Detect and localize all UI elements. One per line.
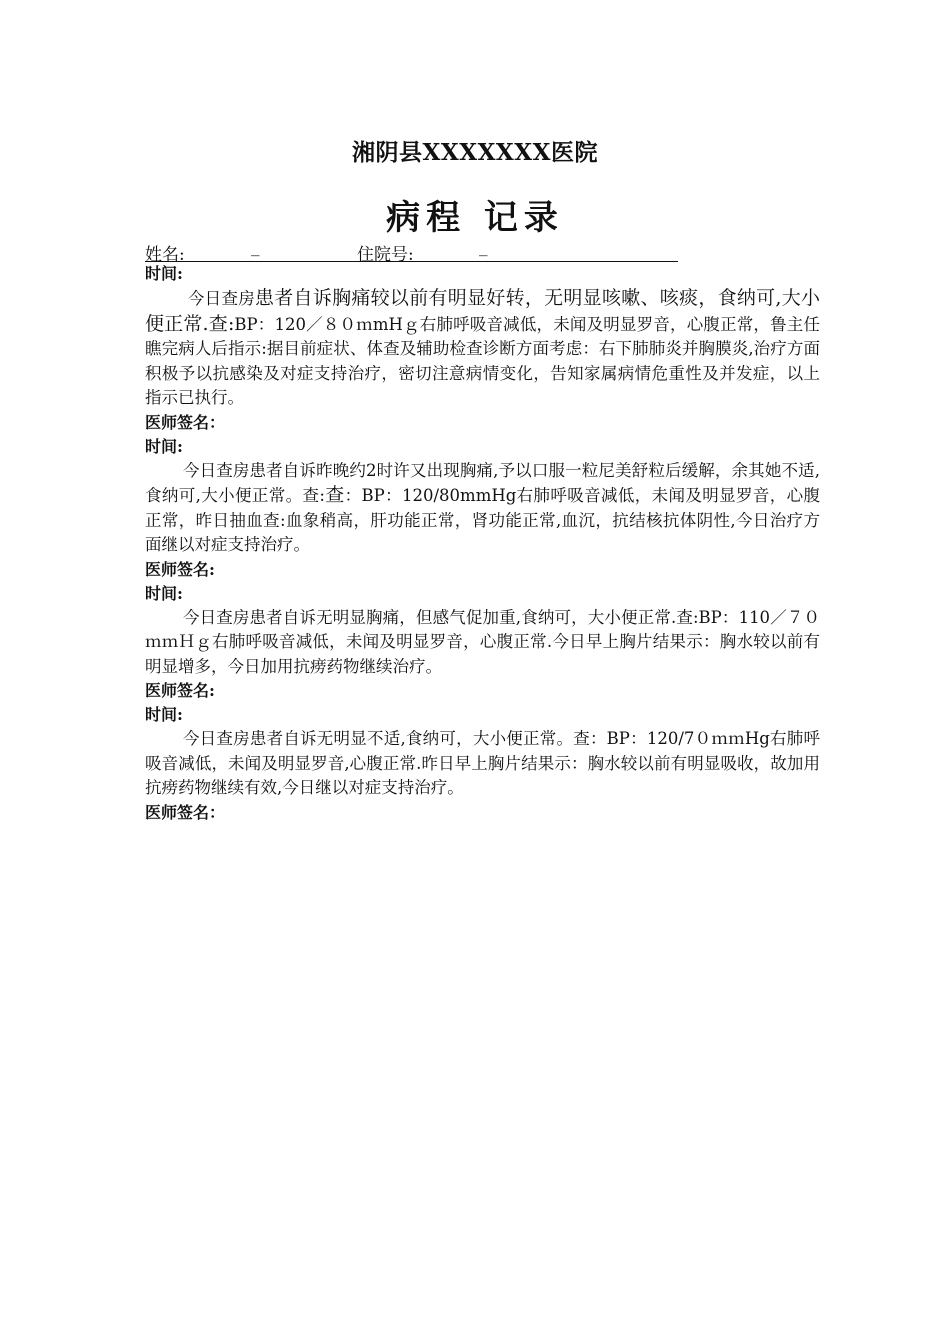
name-label: 姓名: xyxy=(145,245,185,265)
progress-note-text xyxy=(145,286,820,411)
patient-info-row xyxy=(145,237,678,265)
document-title: 病程 记录 xyxy=(386,198,564,238)
note-large-text: 查 xyxy=(324,484,345,506)
note-lead-text: 今日查房 xyxy=(187,289,255,308)
time-label: 时间: xyxy=(145,264,183,283)
note-rest-text: BP：120／８０ｍmHｇ右肺呼吸音减低，未闻及明显罗音，心腹正常，鲁主任瞧完病人后指示:据目前症状、体查及辅助检查诊断方面考虑：右下肺肺炎并胸膜炎,治疗方面积极予以抗感染及对症支持治疗，密切注意病情变化，告知家属病情危重性及并发症，以上指示已执行。 xyxy=(145,314,820,407)
progress-note-text: 今日查房患者自诉无明显胸痛，但感气促加重,食纳可，大小便正常.查:BP：110／７０ｍｍＨｇ右肺呼吸音减低，未闻及明显罗音，心腹正常.今日早上胸片结果示：胸水较以前有明显增多，今日加用抗痨药物继续治疗。 xyxy=(145,607,820,676)
doctor-signature-label: 医师签名： xyxy=(145,802,226,822)
progress-note-text: 今日查房患者自诉无明显不适,食纳可，大小便正常。查：BP：120/7０ｍｍHg右肺呼吸音减低，未闻及明显罗音,心腹正常.昨日早上胸片结果示：胸水较以前有明显吸收，故加用抗痨药物继续有效,今日继以对症支持治疗。 xyxy=(145,729,820,797)
progress-notes xyxy=(145,262,820,825)
admission-number-label: 住院号: xyxy=(357,245,414,265)
time-label: 时间: xyxy=(145,705,183,724)
time-label: 时间: xyxy=(145,583,183,603)
time-label: 时间: xyxy=(145,436,183,456)
note-large-text: 患者自诉胸痛较以前有明显好转，无明显咳嗽、咳痰，食纳可,大小便正常.查: xyxy=(145,287,821,335)
name-blank: _ xyxy=(251,237,260,257)
admission-number-blank: _ xyxy=(479,237,488,257)
doctor-signature-label: 医师签名： xyxy=(145,412,226,432)
doctor-signature-label: 医师签名: xyxy=(145,681,215,700)
note-lead-text: 今日查房患者自诉昨晚约2时许又出现胸痛,予以口服一粒尼美舒粒后缓解，余其她不适,食纳可,大小便正常。查: xyxy=(145,460,820,505)
hospital-name: 湘阴县XXXXXXX医院 xyxy=(352,139,598,166)
doctor-signature-label: 医师签名: xyxy=(145,559,215,579)
progress-note-text xyxy=(145,459,820,558)
note-rest-text: ：BP：120/80mmHg右肺呼吸音减低，未闻及明显罗音，心腹正常，昨日抽血查:血象稍高，肝功能正常，肾功能正常,血沉，抗结核抗体阴性,今日治疗方面继以对症支持治疗。 xyxy=(145,486,820,554)
